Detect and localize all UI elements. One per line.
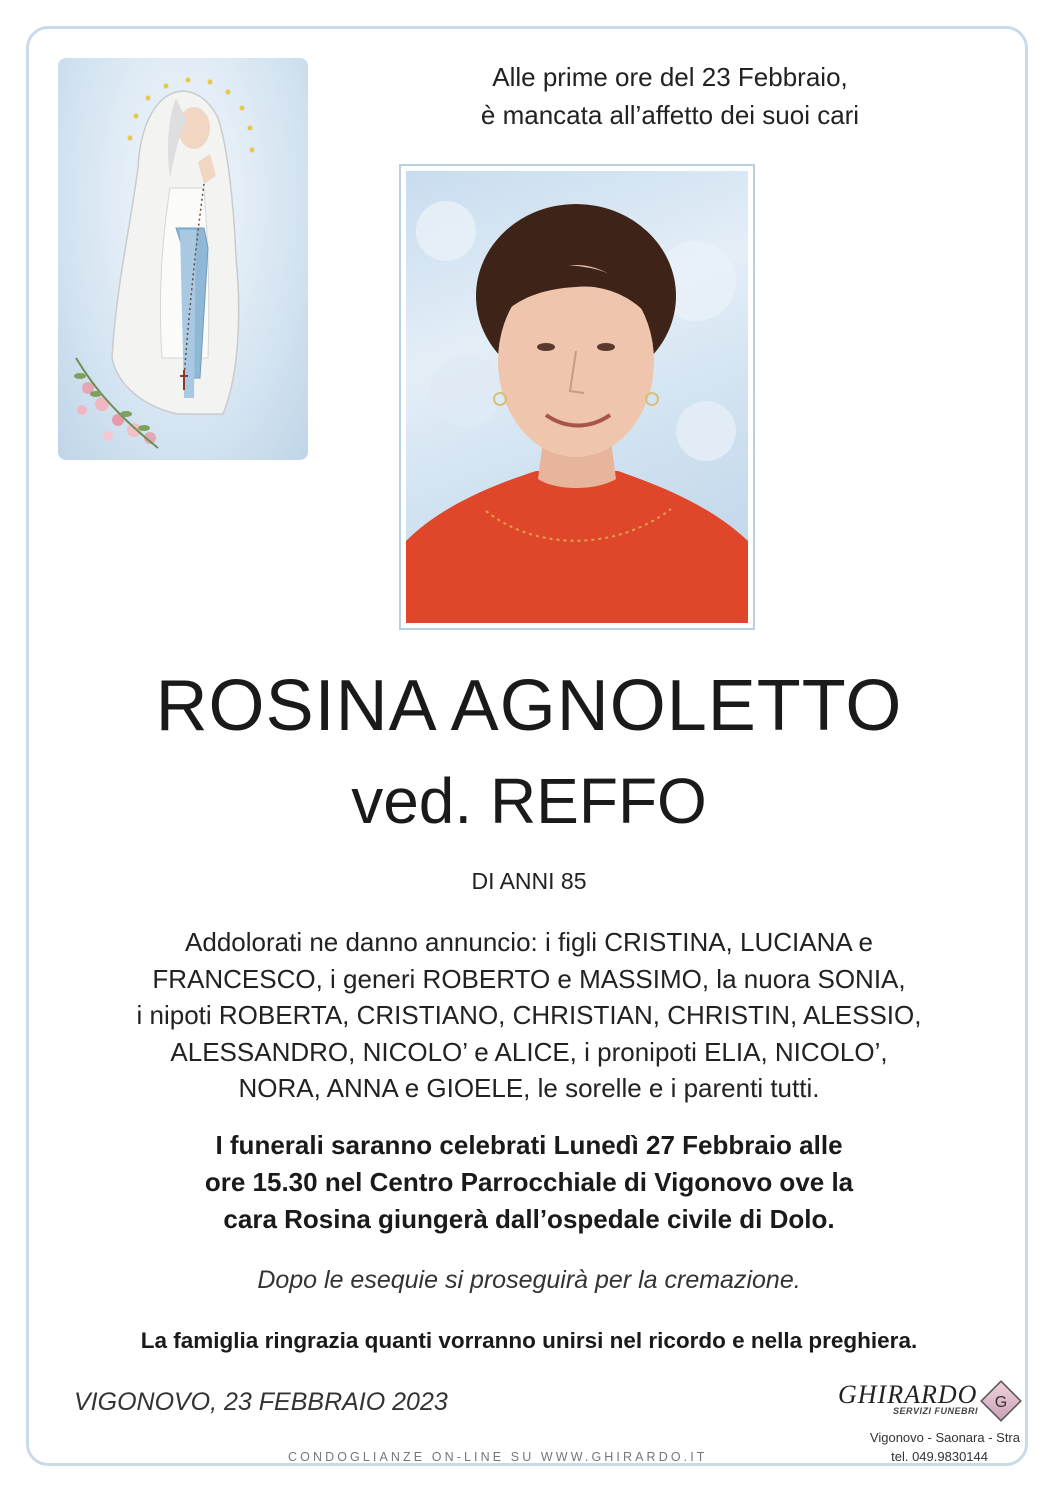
announcement-line: ALESSANDRO, NICOLO’ e ALICE, i pronipoti ELIA, NICOLO’,	[170, 1036, 888, 1067]
madonna-image	[58, 58, 308, 460]
funeral-details	[110, 1127, 948, 1238]
announcement-line: i nipoti ROBERTA, CRISTIANO, CHRISTIAN, CHRISTIN, ALESSIO,	[136, 1000, 922, 1030]
announcement-line: Addolorati ne danno annuncio: i figli CRISTINA, LUCIANA e	[185, 927, 873, 957]
announcement-text	[110, 924, 948, 1107]
thanks-note: La famiglia ringrazia quanti vorranno unirsi nel ricordo e nella preghiera.	[140, 1328, 918, 1353]
intro-line-1: Alle prime ore del 23 Febbraio,	[492, 62, 848, 92]
place-date: VIGONOVO, 23 FEBBRAIO 2023	[74, 1388, 448, 1416]
funeral-line: cara Rosina giungerà dall’ospedale civile di Dolo.	[223, 1204, 835, 1234]
funeral-home-towns: Vigonovo - Saonara - Stra	[869, 1430, 1020, 1445]
badge-letter: G	[994, 1394, 1008, 1411]
diamond-g-logo-icon	[977, 1377, 1025, 1425]
portrait-frame	[399, 164, 755, 630]
portrait-photo	[406, 171, 748, 623]
intro-text	[340, 58, 1000, 134]
intro-line-2: è mancata all’affetto dei suoi cari	[480, 100, 860, 130]
funeral-line: I funerali saranno celebrati Lunedì 27 Febbraio alle	[215, 1130, 843, 1160]
announcement-line: NORA, ANNA e GIOELE, le sorelle e i parenti tutti.	[238, 1073, 820, 1103]
funeral-home-logo	[838, 1380, 978, 1416]
cremation-note: Dopo le esequie si proseguirà per la cremazione.	[257, 1266, 801, 1294]
funeral-line: ore 15.30 nel Centro Parrocchiale di Vigonovo ove la	[204, 1167, 854, 1197]
funeral-home-phone: tel. 049.9830144	[891, 1449, 988, 1464]
announcement-line: FRANCESCO, i generi ROBERTO e MASSIMO, la nuora SONIA,	[152, 963, 906, 994]
deceased-age: DI ANNI 85	[471, 868, 587, 894]
funeral-home-name: GHIRARDO	[838, 1380, 978, 1409]
funeral-home-subtitle: SERVIZI FUNEBRI	[892, 1406, 978, 1416]
online-condolences-note: CONDOGLIANZE ON-LINE SU WWW.GHIRARDO.IT	[288, 1450, 708, 1464]
deceased-subname: ved. REFFO	[351, 765, 707, 837]
deceased-name: ROSINA AGNOLETTO	[155, 666, 903, 746]
